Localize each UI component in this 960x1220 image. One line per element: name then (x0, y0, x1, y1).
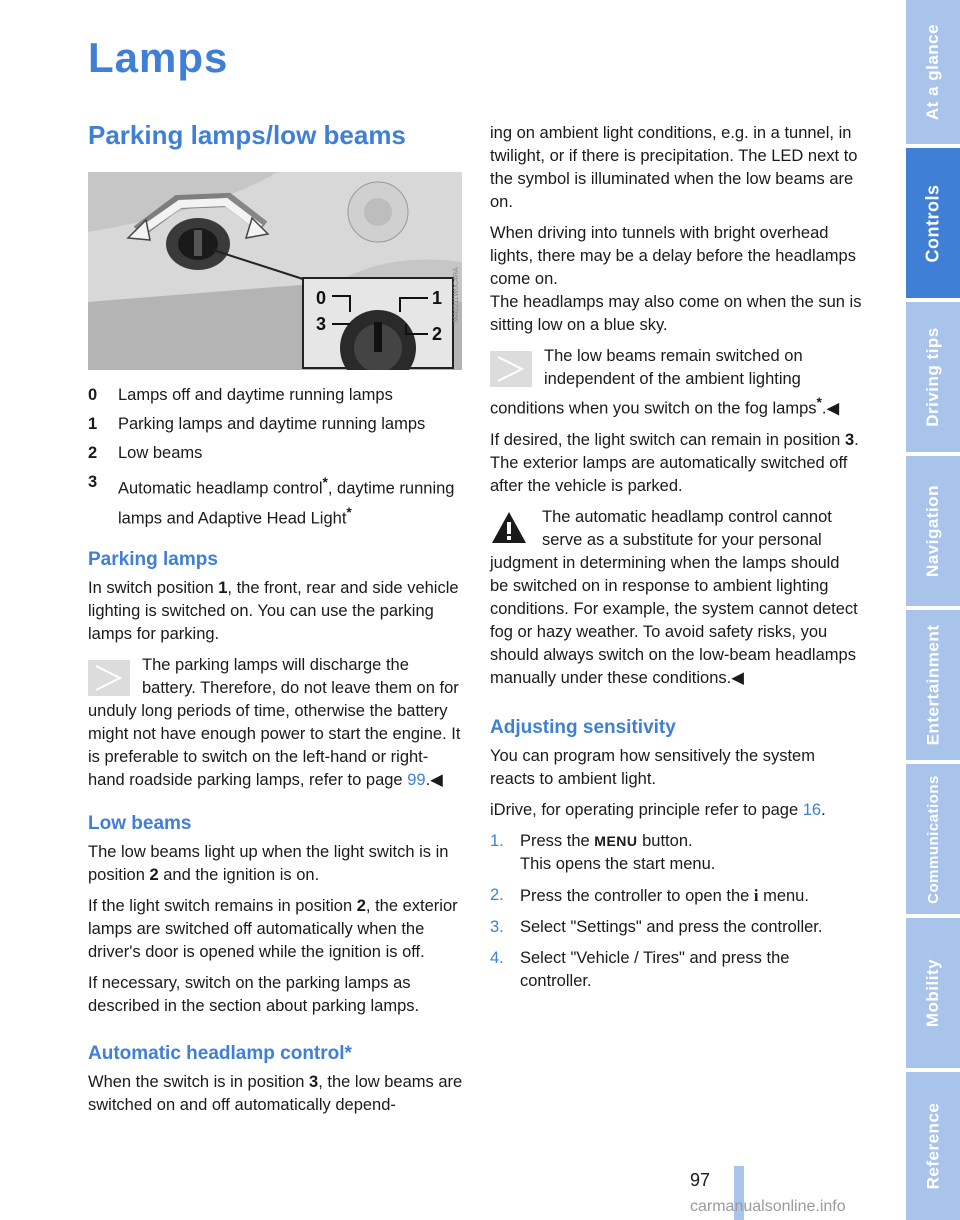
legend-item: 3 Automatic headlamp control*, daytime running lamps and Adaptive Head Light* (88, 473, 455, 527)
info-icon: i (753, 885, 759, 905)
optional-star: * (816, 395, 822, 410)
sensitivity-text-2: iDrive, for operating principle refer to page 16. (490, 800, 826, 819)
sensitivity-heading: Adjusting sensitivity (490, 716, 676, 738)
tab-at-a-glance[interactable]: At a glance (906, 0, 960, 144)
tab-entertainment[interactable]: Entertainment (906, 610, 960, 760)
auto-headlamp-heading: Automatic headlamp control* (88, 1043, 352, 1064)
warning-icon (490, 510, 528, 546)
step-item: 1. Press the MENU button. This opens the start menu. (490, 831, 716, 873)
tab-communications[interactable]: Communications (906, 764, 960, 914)
watermark: carmanualsonline.info (690, 1198, 846, 1215)
parking-lamps-text: In switch position 1, the front, rear and side vehicle lighting is switched on. You can use the parking lamps for parking. (88, 579, 459, 643)
page-link-99[interactable]: 99 (407, 771, 426, 789)
tab-reference[interactable]: Reference (906, 1072, 960, 1220)
legend-list (88, 384, 464, 530)
tab-mobility[interactable]: Mobility (906, 918, 960, 1068)
safety-warning: The automatic headlamp control cannot serve as a substitute for your personal judgment in determining when the lamps should be switched on in response to ambient lighting conditions. For example, the system cannot detect fog or hazy weather. To avoid safety risks, you should always switch on the low-beam headlamps manually under these conditions.◀ (490, 507, 858, 687)
step-item: 4. Select "Vehicle / Tires" and press the controller. (490, 948, 790, 990)
figure-label-1: 1 (432, 288, 443, 308)
light-switch-figure (88, 172, 462, 370)
right-column (490, 122, 862, 993)
figure-label-2: 2 (432, 324, 443, 344)
auto-headlamp-text-1-continued: ing on ambient light conditions, e.g. in a tunnel, in twilight, or if there is precipitation. The LED next to the symbol is illuminated when the low beams are on. (490, 124, 858, 211)
step-item: 3. Select "Settings" and press the controller. (490, 917, 823, 936)
note-icon (88, 660, 130, 696)
tab-navigation[interactable]: Navigation (906, 456, 960, 606)
tab-driving-tips[interactable]: Driving tips (906, 302, 960, 452)
left-column (88, 384, 464, 1117)
page-number: 97 (690, 1170, 711, 1190)
tab-controls[interactable]: Controls (906, 148, 960, 298)
menu-key-icon: MENU (594, 832, 638, 849)
fog-lamps-note: The low beams remain switched on independent of the ambient lighting conditions when you switch on the fog lamps*.◀ (490, 347, 840, 418)
auto-headlamp-text-2: When driving into tunnels with bright overhead lights, there may be a delay before the headlamps come on. (490, 224, 856, 288)
figure-label-0: 0 (316, 288, 327, 308)
legend-item: 0 Lamps off and daytime running lamps (88, 386, 393, 404)
auto-headlamp-text-3: The headlamps may also come on when the sun is sitting low on a blue sky. (490, 293, 862, 334)
page-link-16[interactable]: 16 (802, 800, 822, 819)
legend-item: 2 Low beams (88, 444, 203, 462)
low-beams-text-2: If the light switch remains in position 2, the exterior lamps are switched off automatically when the driver's door is opened while the ignition is off. (88, 897, 458, 961)
sensitivity-text-1: You can program how sensitively the system reacts to ambient light. (490, 746, 815, 788)
auto-headlamp-text-4: If desired, the light switch can remain in position 3. The exterior lamps are automatically switched off after the vehicle is parked. (490, 430, 859, 495)
parking-note: The parking lamps will discharge the battery. Therefore, do not leave them on for unduly long periods of time, otherwise the battery might not have enough power to start the engine. It is preferable to switch on the left-hand or right-hand roadside parking lamps, refer to page 99.◀ (88, 656, 461, 789)
low-beams-text-3: If necessary, switch on the parking lamps as described in the section about parking lamps. (88, 974, 420, 1015)
optional-star: * (322, 475, 328, 490)
low-beams-text-1: The low beams light up when the light switch is in position 2 and the ignition is on. (88, 843, 449, 884)
page-title: Lamps (88, 34, 229, 81)
step-item: 2. Press the controller to open the i menu. (490, 885, 809, 905)
section-title: Parking lamps/low beams (88, 120, 406, 150)
note-icon (490, 351, 532, 387)
light-switch-illustration (88, 172, 462, 370)
auto-headlamp-text-1: When the switch is in position 3, the low beams are switched on and off automatically depend- (88, 1073, 463, 1114)
figure-label-3: 3 (316, 314, 327, 334)
steps-list (490, 830, 862, 993)
parking-lamps-heading: Parking lamps (88, 549, 218, 570)
optional-star: * (346, 504, 352, 520)
low-beams-heading: Low beams (88, 813, 192, 834)
figure-code: MA0211W0C4RA (453, 267, 460, 322)
chapter-sidebar (906, 0, 960, 1220)
legend-item: 1 Parking lamps and daytime running lamps (88, 415, 426, 433)
